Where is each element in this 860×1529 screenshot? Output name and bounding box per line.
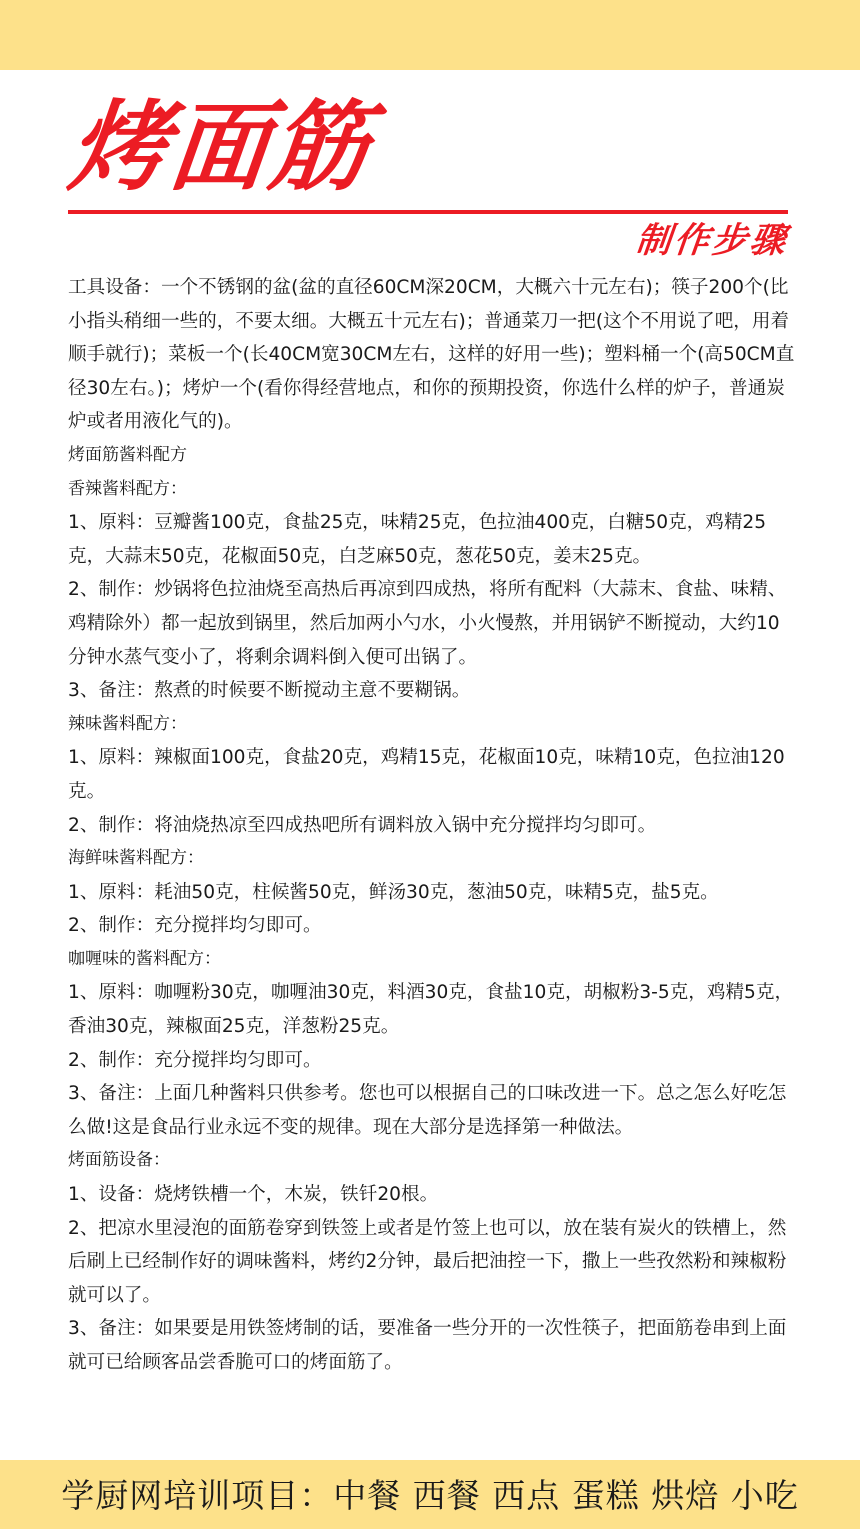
spicy-heading: 辣味酱料配方： <box>68 713 187 734</box>
curry-note: 3、备注：上面几种酱料只供参考。您也可以根据自己的口味改进一下。总之怎么好吃怎么做!这是食品行业永远不变的规律。现在大部分是选择第一种做法。 <box>68 1083 787 1138</box>
spicy-fragrant-ingredients: 1、原料：豆瓣酱100克，食盐25克，味精25克，色拉油400克，白糖50克，鸡精25克，大蒜末50克，花椒面50克，白芝麻50克，葱花50克，姜末25克。 <box>68 512 767 567</box>
seafood-method: 2、制作：充分搅拌均匀即可。 <box>68 915 322 937</box>
equipment-note: 3、备注：如果要是用铁签烤制的话，要准备一些分开的一次性筷子，把面筋卷串到上面就可已给顾客品尝香脆可口的烤面筋了。 <box>68 1318 787 1373</box>
page-subtitle: 制作步骤 <box>633 221 791 261</box>
spicy-method: 2、制作：将油烧热凉至四成热吧所有调料放入锅中充分搅拌均匀即可。 <box>68 814 657 836</box>
title-divider <box>68 210 788 214</box>
equipment-heading: 烤面筋设备： <box>68 1150 170 1171</box>
spicy-fragrant-heading: 香辣酱料配方： <box>68 478 187 499</box>
seafood-ingredients: 1、原料：耗油50克，柱候酱50克，鲜汤30克，葱油50克，味精5克，盐5克。 <box>68 881 719 903</box>
spicy-ingredients: 1、原料：辣椒面100克，食盐20克，鸡精15克，花椒面10克，味精10克，色拉油120克。 <box>68 747 785 802</box>
equipment-step: 2、把凉水里浸泡的面筋卷穿到铁签上或者是竹签上也可以，放在装有炭火的铁槽上，然后刷上已经制作好的调味酱料，烤约2分钟，最后把油控一下，撒上一些孜然粉和辣椒粉就可以了。 <box>68 1217 787 1306</box>
sauce-section-heading: 烤面筋酱料配方 <box>68 444 187 465</box>
top-band <box>0 0 860 70</box>
seafood-heading: 海鲜味酱料配方： <box>68 848 204 869</box>
curry-heading: 咖喱味的酱料配方： <box>68 948 221 969</box>
tools-paragraph: 工具设备：一个不锈钢的盆(盆的直径60CM深20CM，大概六十元左右)；筷子200个(比小指头稍细一些的，不要太细。大概五十元左右)；普通菜刀一把(这个不用说了吧，用着顺手就行)；菜板一个(长40CM宽30CM左右，这样的好用一些)；塑料桶一个(高50CM直径30左右。)；烤炉一个(看你得经营地点，和你的预期投资，你选什么样的炉子，普通炭炉或者用液化气的)。 <box>68 277 795 433</box>
article-body <box>68 271 796 1380</box>
equipment-items: 1、设备：烧烤铁槽一个，木炭，铁钎20根。 <box>68 1184 439 1206</box>
footer-banner-text: 学厨网培训项目：中餐 西餐 西点 蛋糕 烘焙 小吃 <box>61 1476 799 1515</box>
spicy-fragrant-method: 2、制作：炒锅将色拉油烧至高热后再凉到四成热，将所有配料（大蒜末、食盐、味精、鸡精除外）都一起放到锅里，然后加两小勺水，小火慢熬，并用锅铲不断搅动，大约10分钟水蒸气变小了，将剩余调料倒入便可出锅了。 <box>68 579 787 668</box>
spicy-fragrant-note: 3、备注：熬煮的时候要不断搅动主意不要糊锅。 <box>68 680 471 702</box>
curry-ingredients: 1、原料：咖喱粉30克，咖喱油30克，料酒30克，食盐10克，胡椒粉3-5克，鸡精5克，香油30克，辣椒面25克，洋葱粉25克。 <box>68 982 794 1038</box>
curry-method: 2、制作：充分搅拌均匀即可。 <box>68 1049 322 1071</box>
page-title: 烤面筋 <box>63 91 376 205</box>
